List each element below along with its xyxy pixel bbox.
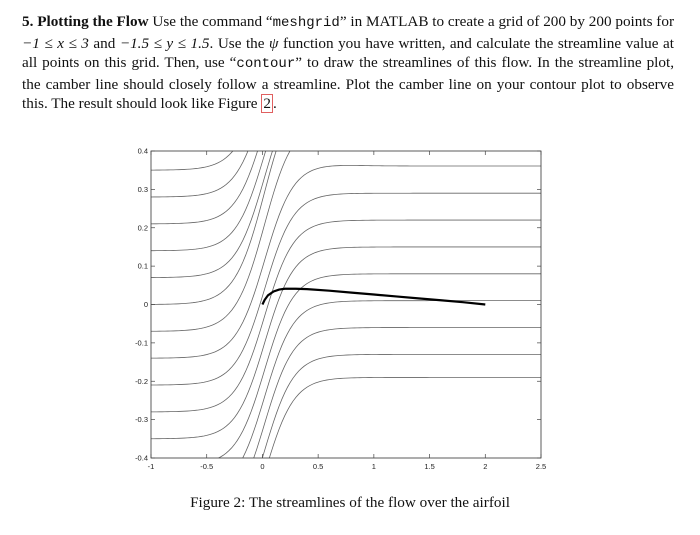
- y-tick-label-1: 0.3: [137, 184, 148, 194]
- figure-caption: Figure 2: The streamlines of the flow over the airfoil: [190, 494, 510, 511]
- y-tick-label-4: 0: [143, 300, 148, 310]
- y-tick-label-3: 0.1: [137, 261, 148, 271]
- streamline-12: [151, 59, 541, 251]
- x-tick-label-7: 2.5: [535, 462, 547, 471]
- streamline-6: [151, 220, 541, 412]
- text-run: and: [88, 34, 120, 52]
- y-tick-label-8: -0.4: [135, 453, 148, 463]
- streamline-10: [151, 90, 541, 304]
- streamline-8: [151, 165, 541, 358]
- x-tick-label-5: 1.5: [424, 462, 435, 471]
- streamline-13: [151, 32, 541, 224]
- camber-line: [262, 289, 485, 305]
- streamline-5: [151, 247, 541, 439]
- streamline-15: [148, 0, 541, 170]
- figure-reference-link[interactable]: 2: [263, 95, 271, 113]
- text-run: function you have written, and calculate the streamline value at all points on this grid. Then, use “: [22, 34, 674, 72]
- y-tick-label-0: 0.4: [137, 146, 148, 156]
- streamline-2: [151, 328, 541, 520]
- streamline-11: [151, 82, 541, 277]
- math-psi: ψ: [269, 34, 279, 52]
- problem-title: Plotting the Flow: [37, 13, 149, 30]
- text-run: . Use the: [209, 34, 270, 52]
- streamline-7: [151, 193, 541, 385]
- streamline-14: [148, 5, 541, 197]
- y-tick-label-5: -0.1: [135, 338, 148, 348]
- code-meshgrid: meshgrid: [272, 15, 340, 31]
- streamline-17: [148, 0, 541, 116]
- y-tick-label-2: 0.2: [137, 223, 148, 233]
- x-tick-label-2: 0: [260, 462, 265, 471]
- math-x-range: −1 ≤ x ≤ 3: [22, 34, 89, 52]
- text-run: .: [272, 95, 277, 113]
- streamline-4: [151, 274, 541, 466]
- streamlines: [148, 0, 541, 535]
- code-contour: contour: [236, 56, 296, 73]
- y-tick-label-6: -0.2: [135, 376, 148, 386]
- streamline-16: [148, 0, 541, 143]
- x-tick-label-3: 0.5: [312, 462, 324, 471]
- x-tick-label-0: -1: [147, 462, 155, 471]
- x-tick-label-1: -0.5: [200, 462, 214, 471]
- text-run: ” in MATLAB to create a grid of 200 by 200 points for: [339, 13, 674, 30]
- x-tick-label-4: 1: [371, 462, 376, 471]
- y-tick-label-7: -0.3: [135, 415, 148, 425]
- problem-number: 5.: [22, 13, 34, 30]
- x-tick-label-6: 2: [483, 462, 488, 471]
- math-y-range: −1.5 ≤ y ≤ 1.5: [119, 34, 210, 52]
- text-run: ” to draw the streamlines of this flow. In the streamline plot, the camber line should closely follow a streamline. Plot the camber line on your contour plot to observe this. The result should look like Figure: [22, 54, 674, 113]
- text-run: Use the command “: [148, 13, 273, 30]
